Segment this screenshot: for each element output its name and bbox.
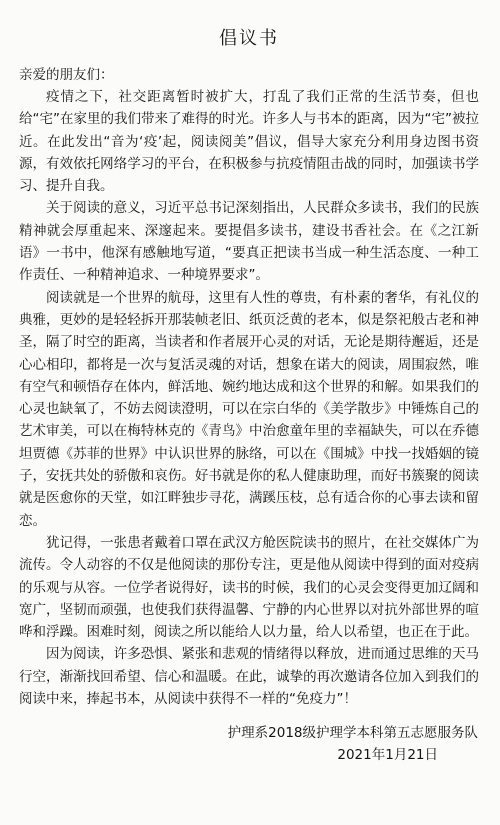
paragraph-5: 因为阅读，许多恐惧、紧张和悲观的情绪得以释放，进而通过思维的天马行空，渐渐找回希望、信心和温暖。在此，诚挚的再次邀请各位加入到我们的阅读中来，捧起书本，从阅读中获得不一样的“免疫力”！ xyxy=(19,646,479,708)
paragraph-2: 关于阅读的意义，习近平总书记深刻指出，人民群众多读书，我们的民族精神就会厚重起来、深邃起来。要提倡多读书，建设书香社会。在《之江新语》一书中，他深有感触地写道，“要真正把读书当成一种生活态度、一种工作责任、一种精神追求、一种境界要求”。 xyxy=(19,200,479,284)
paragraph-1: 疫情之下，社交距离暂时被扩大，打乱了我们正常的生活节奏，但也给“宅”在家里的我们带来了难得的时光。许多人与书本的距离，因为“宅”被拉近。在此发出“音为‘疫’起，阅读阅美”倡议，倡导大家充分利用身边图书资源，有效依托网络学习的平台，在积极参与抗疫情阻击战的同时，加强读书学习、提升自我。 xyxy=(19,89,479,195)
signature-organization: 护理系2018级护理学本科第五志愿服务队 xyxy=(227,725,478,741)
signature-block xyxy=(228,722,478,766)
paragraph-3: 阅读就是一个世界的航母，这里有人性的尊贵，有朴素的奢华，有礼仪的典雅，更妙的是轻轻拆开那装帧老旧、纸页泛黄的老本，似是祭祀般古老和神圣，隔了时空的距离，当读者和作者展开心灵的对话，无论是期待邂逅，还是心心相印，都将是一次与复活灵魂的对话，想象在诺大的阅读，周围寂然，唯有空气和顿悟存在体内，鲜活地、婉约地达成和这个世界的和解。如果我们的心灵也缺氧了，不妨去阅读澄明，可以在宗白华的《美学散步》中锤炼自己的艺术审美，可以在梅特林克的《青鸟》中治愈童年里的幸福缺失，可以在乔德坦贾德《苏菲的世界》中认识世界的脉络，可以在《围城》中找一找婚姻的镜子，安抚共处的骄傲和哀伤。好书就是你的私人健康助理，而好书簇聚的阅读就是医愈你的天堂，如江畔独步寻花，满蹊压枝，总有适合你的心事去读和留恋。 xyxy=(19,289,479,529)
greeting: 亲爱的朋友们： xyxy=(19,67,114,83)
document-title: 倡议书 xyxy=(219,28,279,49)
paragraph-4: 犹记得，一张患者戴着口罩在武汉方舱医院读书的照片，在社交媒体广为流传。令人动容的不仅是他阅读的那份专注，更是他从阅读中得到的面对疫病的乐观与从容。一位学者说得好，读书的时候，我们的心灵会变得更加辽阔和宽广，坚韧而顽强，也使我们获得温馨、宁静的内心世界以对抗外部世界的喧哗和浮躁。困难时刻，阅读之所以能给人以力量，给人以希望，也正在于此。 xyxy=(19,534,479,641)
signature-date: 2021年1月21日 xyxy=(337,747,438,763)
